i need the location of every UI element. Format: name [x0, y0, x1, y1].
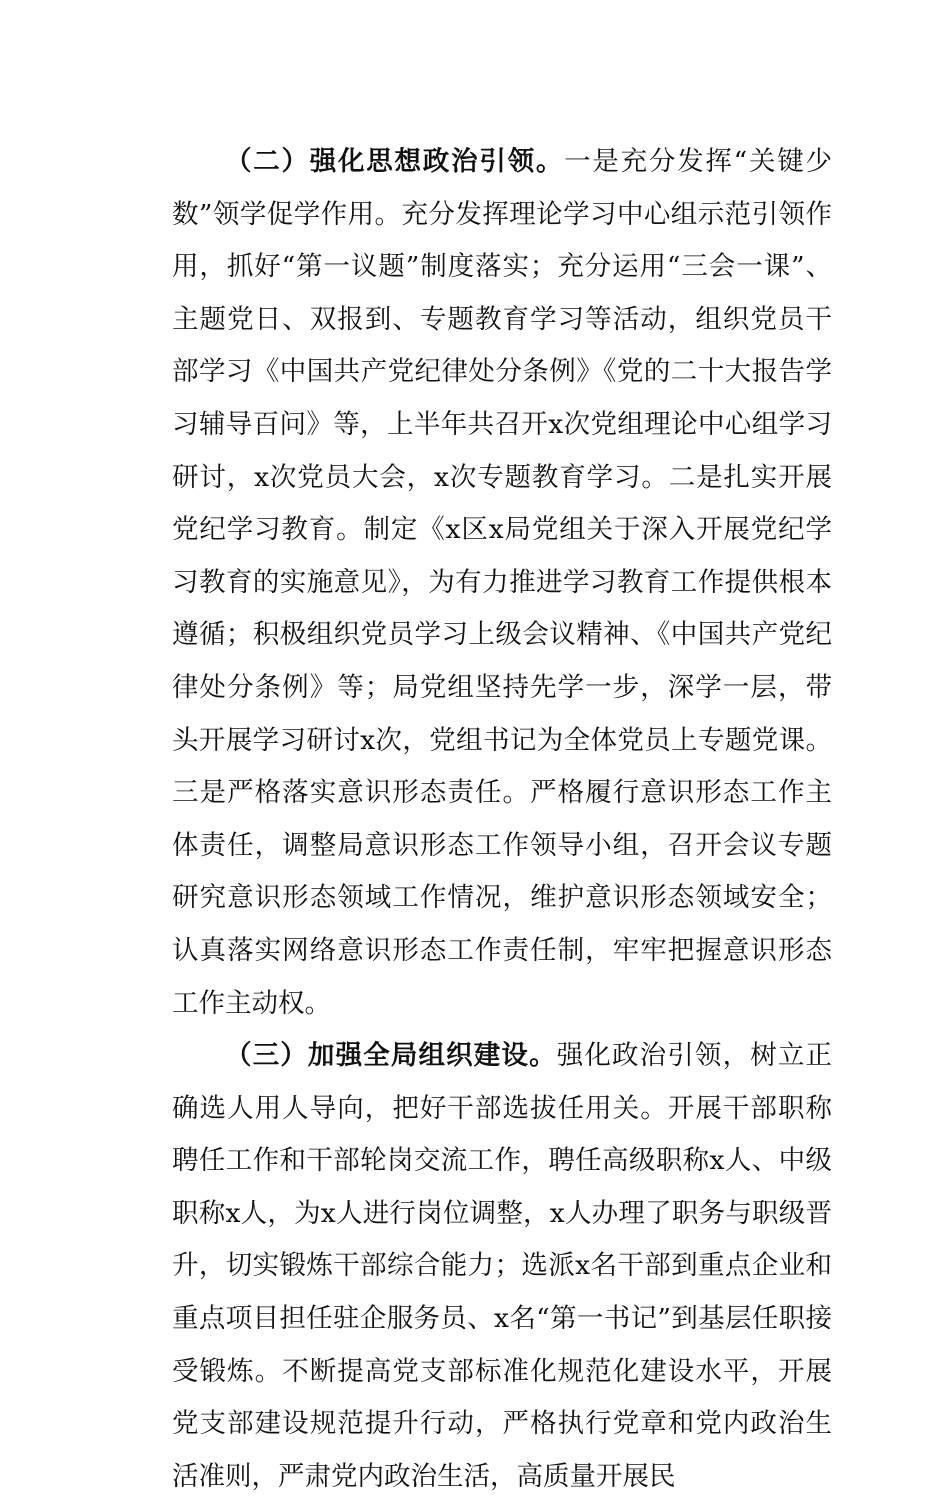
section-3-body: 强化政治引领，树立正确选人用人导向，把好干部选拔任用关。开展干部职称聘任工作和干部轮岗交流工作，聘任高级职称x人、中级职称x人，为x人进行岗位调整，x人办理了职务与职级晋升，切实锻炼干部综合能力；选派x名干部到重点企业和重点项目担任驻企服务员、x名“第一书记”到基层任职接受锻炼。不断提高党支部标准化规范化建设水平，开展党支部建设规范提升行动，严格执行党章和党内政治生活准则，严肃党内政治生活，高质量开展民 — [172, 1040, 833, 1492]
section-2-heading: （二）强化思想政治引领。 — [225, 146, 565, 177]
paragraph-section-3 — [172, 1030, 832, 1503]
section-2-body: 一是充分发挥“关键少数”领学促学作用。充分发挥理论学习中心组示范引领作用，抓好“第一议题”制度落实；充分运用“三会一课”、主题党日、双报到、专题教育学习等活动，组织党员干部学习《中国共产党纪律处分条例》《党的二十大报告学习辅导百问》等，上半年共召开x次党组理论中心组学习研讨，x次党员大会，x次专题教育学习。二是扎实开展党纪学习教育。制定《x区x局党组关于深入开展党纪学习教育的实施意见》，为有力推进学习教育工作提供根本遵循；积极组织党员学习上级会议精神、《中国共产党纪律处分条例》等；局党组坚持先学一步，深学一层，带头开展学习研讨x次，党组书记为全体党员上专题党课。三是严格落实意识形态责任。严格履行意识形态工作主体责任，调整局意识形态工作领导小组，召开会议专题研究意识形态领域工作情况，维护意识形态领域安全；认真落实网络意识形态工作责任制，牢牢把握意识形态工作主动权。 — [172, 146, 832, 1019]
document-body — [172, 136, 832, 1503]
section-3-heading: （三）加强全局组织建设。 — [225, 1040, 557, 1072]
paragraph-section-2 — [172, 136, 832, 1030]
